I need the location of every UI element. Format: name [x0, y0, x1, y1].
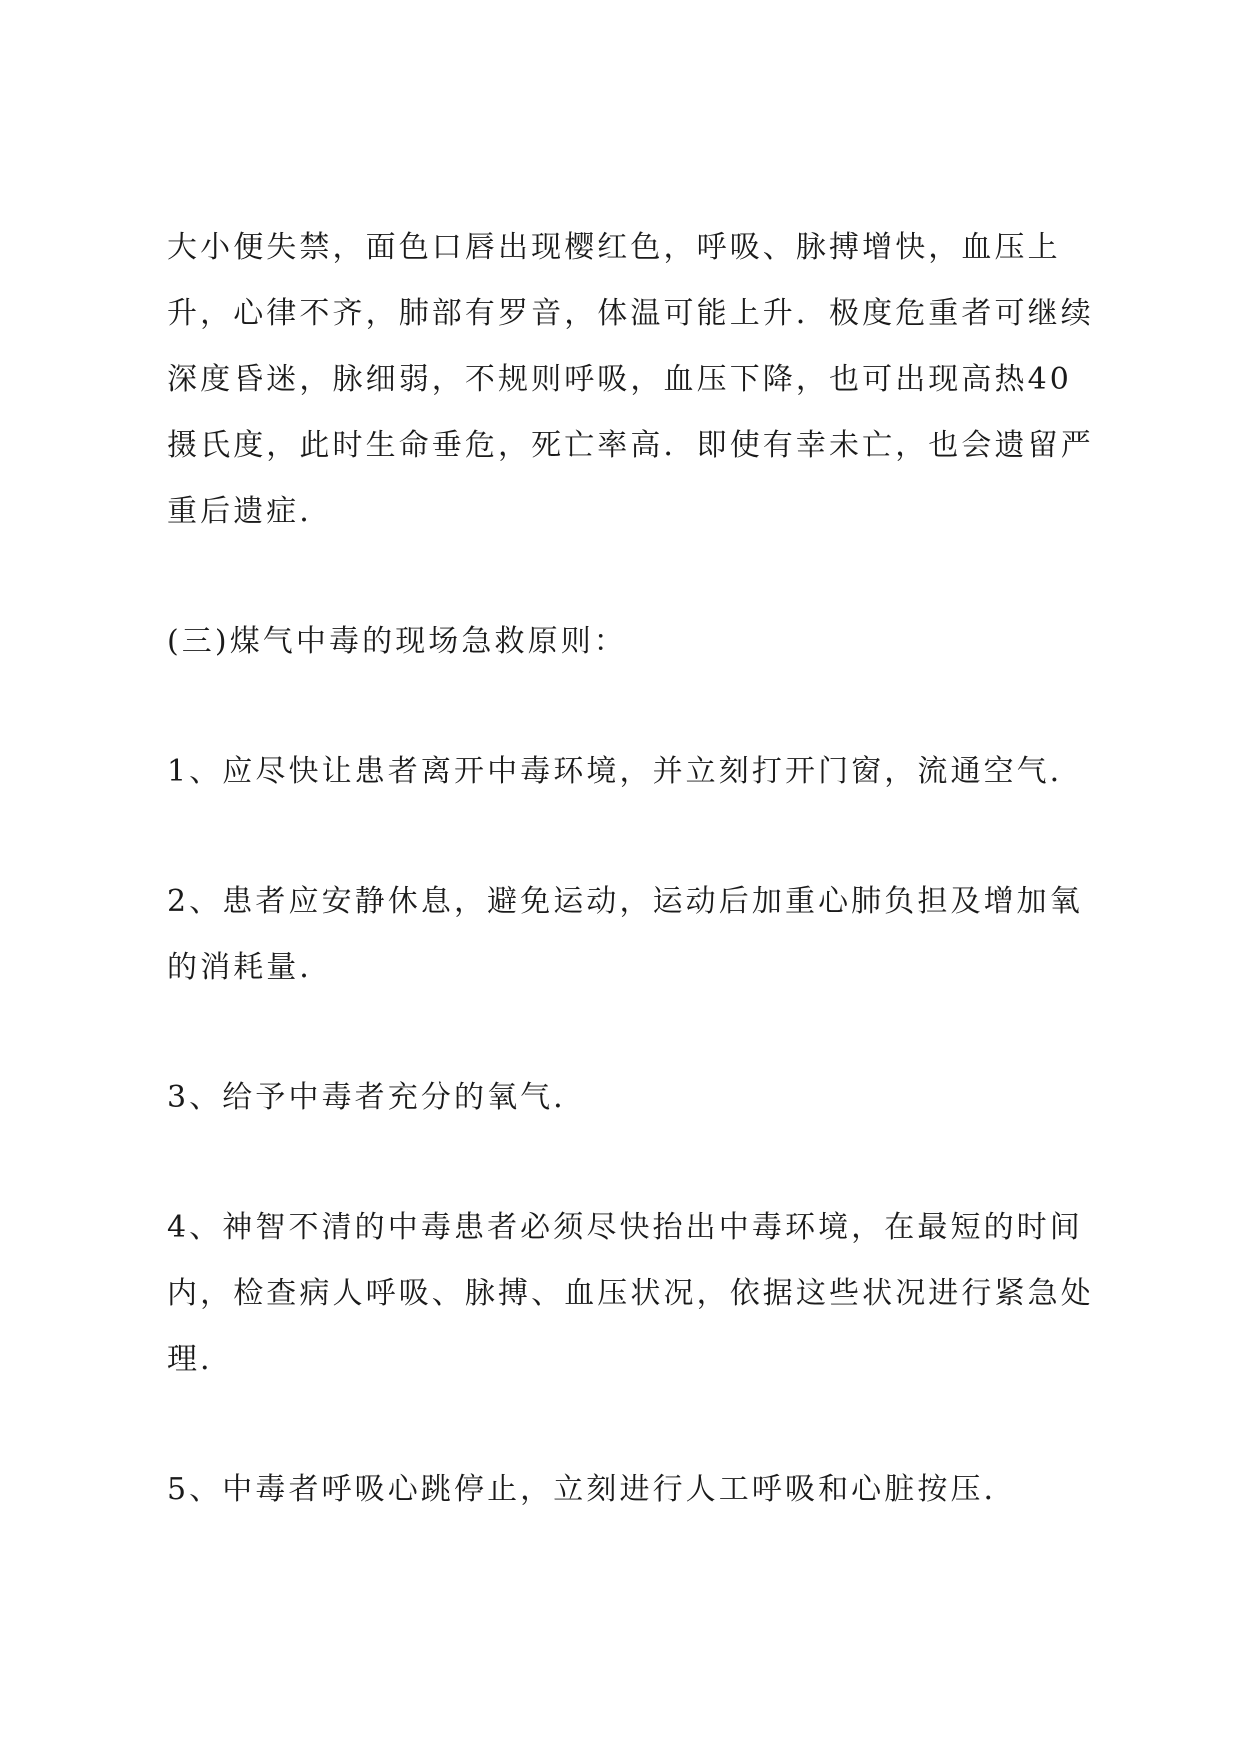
list-item-4-line-3: 理． — [167, 1342, 234, 1377]
paragraph-symptoms-line-2: 升，心律不齐，肺部有罗音，体温可能上升．极度危重者可继续 — [167, 296, 1094, 331]
paragraph-symptoms-line-4: 摄氏度，此时生命垂危，死亡率高．即使有幸未亡，也会遗留严 — [167, 428, 1094, 463]
list-item-2-line-1: 2、患者应安静休息，避免运动，运动后加重心肺负担及增加氧 — [167, 884, 1083, 919]
paragraph-symptoms-line-5: 重后遗症． — [167, 494, 333, 529]
list-item-5-line-1: 5、中毒者呼吸心跳停止，立刻进行人工呼吸和心脏按压． — [167, 1472, 1017, 1507]
list-item-4-line-1: 4、神智不清的中毒患者必须尽快抬出中毒环境，在最短的时间 — [167, 1210, 1083, 1245]
section-heading: (三)煤气中毒的现场急救原则： — [167, 624, 627, 659]
paragraph-symptoms-line-1: 大小便失禁，面色口唇出现樱红色，呼吸、脉搏增快，血压上 — [167, 230, 1061, 265]
paragraph-symptoms-line-3: 深度昏迷，脉细弱，不规则呼吸，血压下降，也可出现高热40 — [167, 362, 1072, 397]
list-item-3-line-1: 3、给予中毒者充分的氧气． — [167, 1080, 587, 1115]
list-item-4-line-2: 内，检查病人呼吸、脉搏、血压状况，依据这些状况进行紧急处 — [167, 1276, 1094, 1311]
list-item-2-line-2: 的消耗量． — [167, 950, 333, 985]
list-item-1-line-1: 1、应尽快让患者离开中毒环境，并立刻打开门窗，流通空气． — [167, 754, 1083, 789]
